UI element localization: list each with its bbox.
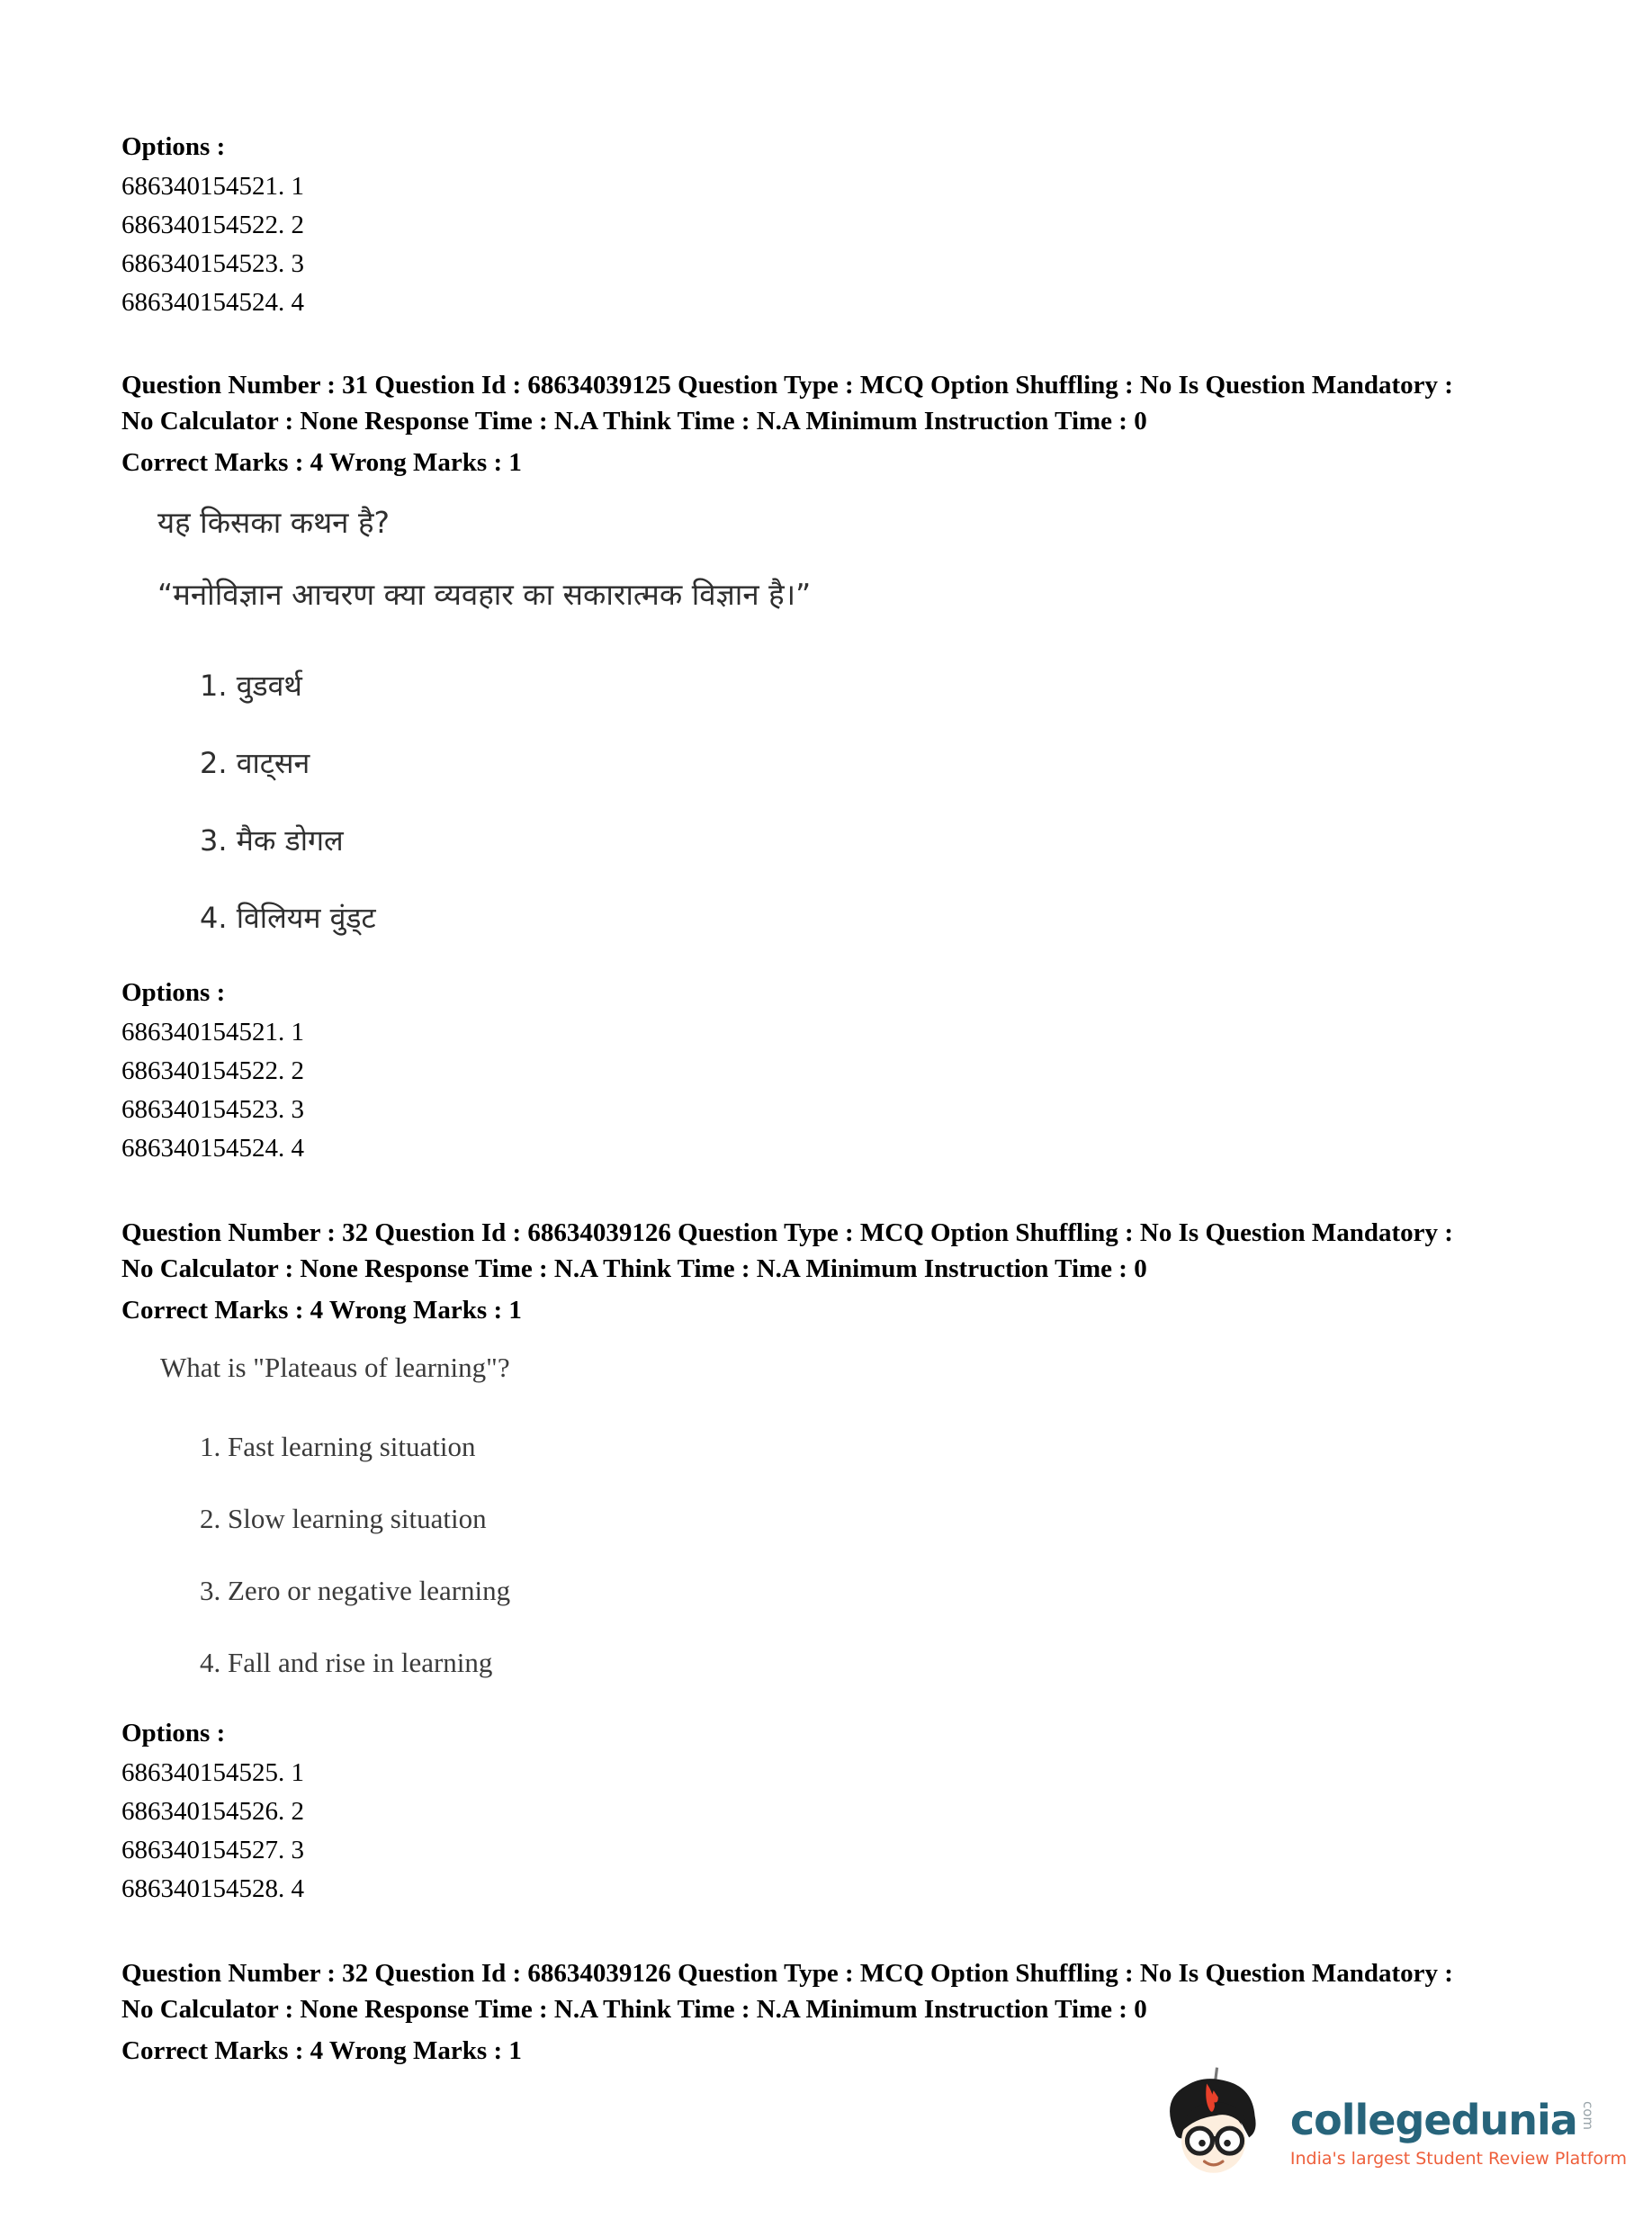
- choices-list: [160, 1429, 510, 1681]
- question-32-body: [160, 1350, 510, 1717]
- question-quote: “मनोविज्ञान आचरण क्या व्यवहार का सकारात्मक विज्ञान है।”: [157, 577, 812, 612]
- option-id-line: 686340154522. 2: [121, 211, 304, 239]
- options-label: Options :: [121, 132, 226, 161]
- question-31-meta: [121, 367, 1615, 481]
- question-meta-line-2: No Calculator : None Response Time : N.A Think Time : N.A Minimum Instruction Time : 0: [121, 1995, 1147, 2024]
- question-text: यह किसका कथन है?: [157, 505, 391, 540]
- brand-domain-suffix: com: [1579, 2101, 1596, 2131]
- options-block-question-31: [121, 972, 304, 1168]
- choice-item-4: 4. Fall and rise in learning: [200, 1647, 493, 1678]
- question-32-second-meta: [121, 1955, 1615, 2069]
- options-block-question-32: [121, 1712, 304, 1909]
- option-id-line: 686340154521. 1: [121, 1018, 304, 1047]
- question-text: What is "Plateaus of learning"?: [160, 1352, 510, 1383]
- question-32-meta: [121, 1215, 1615, 1328]
- choice-item-2: 2. वाट्सन: [200, 746, 310, 780]
- brand-tagline: India's largest Student Review Platform: [1289, 2149, 1627, 2169]
- question-meta-line-1: Question Number : 32 Question Id : 68634039126 Question Type : MCQ Option Shuffling : No Is Question Mandatory :: [121, 1218, 1453, 1247]
- option-id-line: 686340154521. 1: [121, 172, 304, 201]
- question-meta-line-1: Question Number : 31 Question Id : 68634039125 Question Type : MCQ Option Shuffling : No Is Question Mandatory :: [121, 371, 1453, 400]
- options-label: Options :: [121, 978, 226, 1007]
- option-id-line: 686340154524. 4: [121, 1134, 304, 1163]
- question-31-body: [157, 504, 811, 975]
- choice-item-1: 1. Fast learning situation: [200, 1431, 476, 1462]
- options-block-previous-question: [121, 126, 304, 322]
- brand-text-block: [1289, 2096, 1627, 2169]
- option-id-line: 686340154524. 4: [121, 288, 304, 317]
- choice-item-1: 1. वुडवर्थ: [200, 669, 302, 703]
- option-id-line: 686340154523. 3: [121, 249, 304, 278]
- question-meta-line-1: Question Number : 32 Question Id : 68634039126 Question Type : MCQ Option Shuffling : No Is Question Mandatory :: [121, 1959, 1453, 1988]
- option-id-line: 686340154526. 2: [121, 1797, 304, 1826]
- question-meta-marks: Correct Marks : 4 Wrong Marks : 1: [121, 448, 522, 477]
- options-label: Options :: [121, 1719, 226, 1747]
- choices-list: [157, 666, 811, 938]
- brand-wordmark: collegedunia: [1289, 2096, 1577, 2144]
- choice-item-4: 4. विलियम वुंड्ट: [200, 901, 376, 935]
- collegedunia-logo: [1152, 2065, 1627, 2203]
- option-id-line: 686340154528. 4: [121, 1874, 304, 1903]
- collegedunia-mascot-icon: [1152, 2065, 1278, 2203]
- option-id-line: 686340154525. 1: [121, 1758, 304, 1787]
- option-id-line: 686340154522. 2: [121, 1056, 304, 1085]
- choice-item-3: 3. Zero or negative learning: [200, 1575, 511, 1606]
- question-meta-marks: Correct Marks : 4 Wrong Marks : 1: [121, 2036, 522, 2065]
- option-id-line: 686340154527. 3: [121, 1836, 304, 1864]
- choice-item-2: 2. Slow learning situation: [200, 1503, 487, 1534]
- question-meta-marks: Correct Marks : 4 Wrong Marks : 1: [121, 1296, 522, 1325]
- question-meta-line-2: No Calculator : None Response Time : N.A Think Time : N.A Minimum Instruction Time : 0: [121, 407, 1147, 436]
- choice-item-3: 3. मैक डोगल: [200, 823, 344, 858]
- question-meta-line-2: No Calculator : None Response Time : N.A Think Time : N.A Minimum Instruction Time : 0: [121, 1254, 1147, 1283]
- option-id-line: 686340154523. 3: [121, 1095, 304, 1124]
